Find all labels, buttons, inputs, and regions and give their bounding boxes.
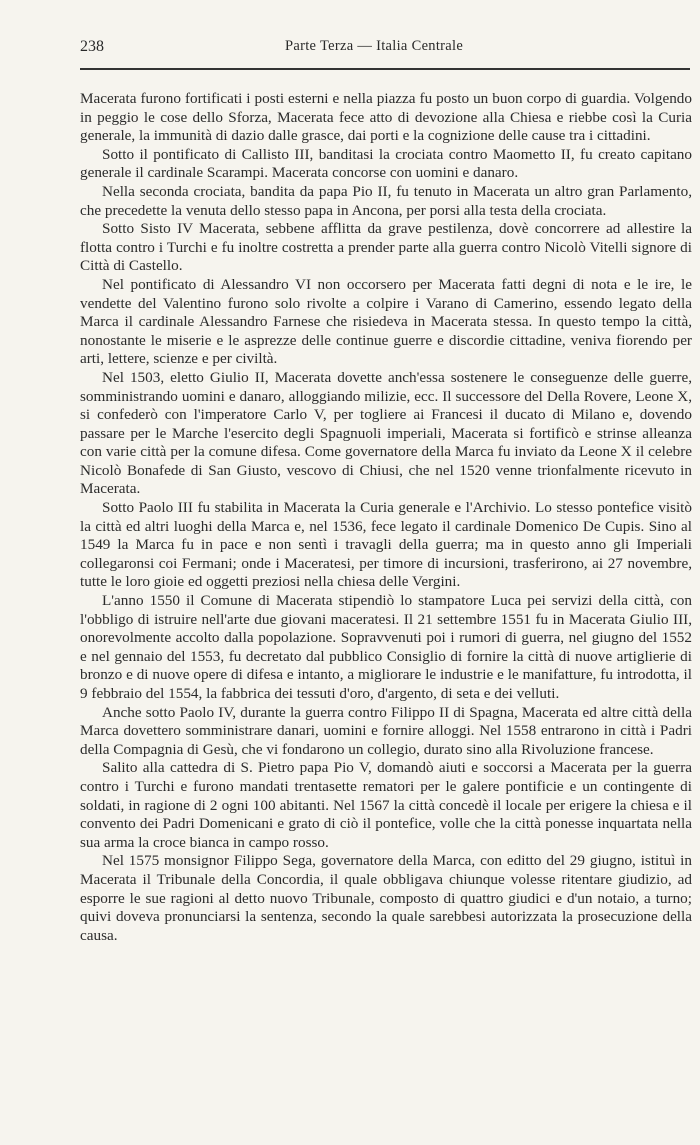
paragraph: Sotto il pontificato di Callisto III, banditasi la crociata contro Maometto II, fu creato capitano generale il cardinale Scarampi. Macerata concorse con uomini e danaro.	[80, 145, 692, 182]
running-title: Parte Terza — Italia Centrale	[285, 38, 464, 54]
body-text	[80, 90, 692, 945]
paragraph: Nel 1503, eletto Giulio II, Macerata dovette anch'essa sostenere le conseguenze delle guerre, somministrando uomini e danaro, alloggiando milizie, ecc. Il successore del Della Rovere, Leone X, si confederò con l'imperatore Carlo V, per togliere ai Francesi il ducato di Milano e, dovendo passare per le Marche l'esercito degli Spagnuoli imperiali, Macerata si fortificò e strinse alleanza con varie città per la comune difesa. Come governatore della Marca fu inviato da Leone X il celebre Nicolò Bonafede di San Giusto, vescovo di Chiusi, che nel 1520 venne trionfalmente ricevuto in Macerata.	[80, 368, 692, 498]
paragraph: L'anno 1550 il Comune di Macerata stipendiò lo stampatore Luca pei servizi della città, con l'obbligo di istruire nell'arte due giovani maceratesi. Il 21 settembre 1551 fu in Macerata Giulio III, onorevolmente accolto dalla popolazione. Sopravvenuti poi i rumori di guerra, nel giugno del 1552 e nel gennaio del 1553, fu decretato dal pubblico Consiglio di fornire la città di nuove artiglierie di bronzo e di nuove opere di difesa e intanto, a migliorare le industrie e le manifatture, fu introdotta, il 9 febbraio del 1554, la fabbrica dei tessuti d'oro, d'argento, di seta e dei velluti.	[80, 592, 692, 702]
page-header	[80, 38, 620, 60]
paragraph: Sotto Sisto IV Macerata, sebbene afflitta da grave pestilenza, dovè concorrere ad allestire la flotta contro i Turchi e fu inoltre costretta a prender parte alla guerra contro Nicolò Vitelli signore di Città di Castello.	[80, 220, 692, 275]
paragraph: Macerata furono fortificati i posti esterni e nella piazza fu posto un buon corpo di guardia. Volgendo in peggio le cose dello Sforza, Macerata fece atto di devozione alla Chiesa e riebbe così la Curia generale, la immunità di dazio dalle grasce, dai porti e la cognizione delle cause tra i cittadini.	[80, 90, 692, 145]
paragraph: Sotto Paolo III fu stabilita in Macerata la Curia generale e l'Archivio. Lo stesso pontefice visitò la città ed altri luoghi della Marca e, nel 1536, fece legato il cardinale Domenico De Cupis. Sino al 1549 la Marca fu in pace e non sentì i travagli della guerra; ma in questo anno gli Imperiali collegaronsi coi Fermani; onde i Maceratesi, per timore di incursioni, trasferirono, ai 27 novembre, tutte le loro gioie ed oggetti preziosi nella chiesa delle Vergini.	[80, 499, 692, 591]
paragraph: Nel 1575 monsignor Filippo Sega, governatore della Marca, con editto del 29 giugno, istituì in Macerata il Tribunale della Concordia, il quale obbligava chiunque volesse ritentare giudizio, ad esporre le sue ragioni al detto nuovo Tribunale, composto di quattro giudici e d'un notaio, a turno; quivi doveva pronunciarsi la sentenza, secondo la quale sarebbesi autorizzata la prosecuzione della causa.	[80, 852, 692, 944]
paragraph: Nella seconda crociata, bandita da papa Pio II, fu tenuto in Macerata un altro gran Parlamento, che precedette la venuta dello stesso papa in Ancona, per porsi alla testa della crociata.	[80, 182, 692, 219]
page-number: 238	[80, 38, 104, 55]
paragraph: Salito alla cattedra di S. Pietro papa Pio V, domandò aiuti e soccorsi a Macerata per la guerra contro i Turchi e furono mandati trentasette rematori per le galere pontificie e un contingente di soldati, in ragione di 2 ogni 100 abitanti. Nel 1567 la città concedè il locale per erigere la chiesa e il convento dei Padri Domenicani e grato di ciò il pontefice, volle che la città ponesse inquartata nella sua arma la croce bianca in campo rosso.	[80, 759, 692, 851]
paragraph: Nel pontificato di Alessandro VI non occorsero per Macerata fatti degni di nota e le ire, le vendette del Valentino furono solo rivolte a colpire i Varano di Camerino, essendo legato della Marca il cardinale Alessandro Farnese che risiedeva in Macerata stessa. In questo tempo la città, nonostante le miserie e le asprezze delle continue guerre e discordie cittadine, veniva fiorendo per arti, lettere, scienze e per civiltà.	[80, 275, 692, 368]
header-rule	[80, 68, 690, 70]
paragraph: Anche sotto Paolo IV, durante la guerra contro Filippo II di Spagna, Macerata ed altre città della Marca dovettero somministrare danari, uomini e fornire alloggi. Nel 1558 entrarono in città i Padri della Compagnia di Gesù, che vi fondarono un collegio, durato sino alla Rivoluzione francese.	[80, 703, 692, 758]
